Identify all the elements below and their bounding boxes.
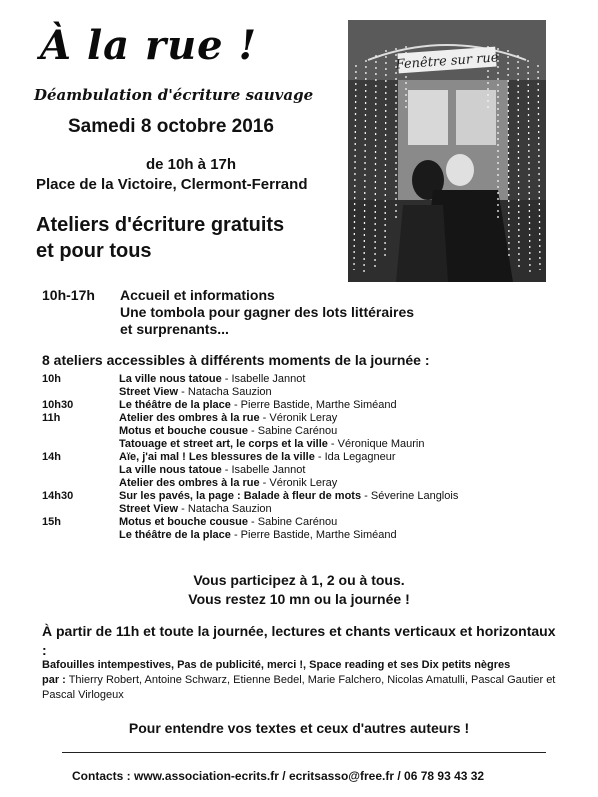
- atelier-time: 15h: [42, 516, 61, 528]
- atelier-time: 14h: [42, 451, 61, 463]
- atelier-host: - Natacha Sauzion: [178, 503, 272, 515]
- atelier-title: Tatouage et street art, le corps et la ville: [119, 438, 328, 450]
- atelier-title: La ville nous tatoue: [119, 373, 222, 385]
- event-photo-image: [348, 20, 546, 282]
- atelier-time: 10h30: [42, 399, 74, 411]
- event-hours: de 10h à 17h: [146, 156, 237, 173]
- event-date: Samedi 8 octobre 2016: [68, 116, 274, 137]
- readers-names: Thierry Robert, Antoine Schwarz, Etienne Bedel, Marie Falchero, Nicolas Amatulli, Pascal Gautier et Pascal Virlogeux: [42, 674, 556, 701]
- atelier-time: 10h: [42, 373, 61, 385]
- atelier-title: Le théâtre de la place: [119, 399, 231, 411]
- atelier-row: [42, 503, 562, 516]
- atelier-row: [42, 425, 562, 438]
- atelier-title: Le théâtre de la place: [119, 529, 231, 541]
- photo-sign-text: Fenêtre sur rue: [395, 50, 500, 73]
- atelier-row: [42, 529, 562, 542]
- atelier-title: Atelier des ombres à la rue: [119, 477, 260, 489]
- schedule-line-1: Accueil et informations: [120, 287, 275, 303]
- atelier-row: [42, 399, 562, 412]
- ateliers-list: [42, 373, 562, 542]
- schedule-line-2: Une tombola pour gagner des lots littéraires: [120, 304, 415, 320]
- atelier-title: Sur les pavés, la page : Balade à fleur de mots: [119, 490, 362, 502]
- atelier-time: 11h: [42, 412, 61, 424]
- atelier-time: 14h30: [42, 490, 74, 502]
- atelier-row: [42, 477, 562, 490]
- atelier-host: - Isabelle Jannot: [221, 464, 306, 476]
- contacts-line: Contacts : www.association-ecrits.fr / ecritsasso@free.fr / 06 78 93 43 32: [72, 769, 485, 783]
- schedule-line-3: et surprenants...: [120, 321, 229, 337]
- atelier-host: - Sabine Carénou: [247, 516, 338, 528]
- participation-line-1: Vous participez à 1, 2 ou à tous.: [193, 572, 405, 588]
- atelier-title: Atelier des ombres à la rue: [119, 412, 260, 424]
- atelier-title: La ville nous tatoue: [119, 464, 222, 476]
- atelier-host: - Ida Legagneur: [314, 451, 396, 463]
- readings-heading: À partir de 11h et toute la journée, lectures et chants verticaux et horizontaux :: [42, 623, 556, 658]
- atelier-row: [42, 490, 562, 503]
- atelier-host: - Véronik Leray: [259, 412, 338, 424]
- atelier-host: - Véronik Leray: [259, 477, 338, 489]
- atelier-row: [42, 412, 562, 425]
- atelier-host: - Pierre Bastide, Marthe Siméand: [230, 399, 397, 411]
- participation-line-2: Vous restez 10 mn ou la journée !: [188, 591, 410, 607]
- atelier-title: Street View: [119, 386, 179, 398]
- atelier-row: [42, 386, 562, 399]
- atelier-host: - Pierre Bastide, Marthe Siméand: [230, 529, 397, 541]
- readers-prefix: par :: [42, 674, 66, 686]
- atelier-title: Aïe, j'ai mal ! Les blessures de la ville: [119, 451, 315, 463]
- atelier-row: [42, 373, 562, 386]
- atelier-host: - Séverine Langlois: [361, 490, 459, 502]
- poster-subtitle: Déambulation d'écriture sauvage: [34, 86, 314, 104]
- schedule-description: [120, 287, 414, 338]
- atelier-row: [42, 516, 562, 529]
- atelier-row: [42, 438, 562, 451]
- atelier-row: [42, 451, 562, 464]
- atelier-row: [42, 464, 562, 477]
- atelier-host: - Isabelle Jannot: [221, 373, 306, 385]
- atelier-title: Motus et bouche cousue: [119, 425, 248, 437]
- closing-line: Pour entendre vos textes et ceux d'autres auteurs !: [128, 720, 470, 736]
- poster-title: À la rue !: [40, 22, 258, 69]
- event-place: Place de la Victoire, Clermont-Ferrand: [36, 176, 308, 193]
- workshops-line-1: Ateliers d'écriture gratuits: [36, 214, 285, 236]
- workshops-headline: [36, 212, 284, 264]
- atelier-host: - Véronique Maurin: [327, 438, 425, 450]
- readings-list: Bafouilles intempestives, Pas de publicité, merci !, Space reading et ses Dix petits nègres: [42, 659, 511, 671]
- atelier-host: - Natacha Sauzion: [178, 386, 272, 398]
- atelier-host: - Sabine Carénou: [247, 425, 338, 437]
- ateliers-heading: 8 ateliers accessibles à différents moments de la journée :: [42, 352, 430, 368]
- event-photo: [348, 20, 546, 282]
- atelier-title: Motus et bouche cousue: [119, 516, 248, 528]
- schedule-time: 10h-17h: [42, 287, 95, 303]
- divider: [62, 752, 546, 753]
- workshops-line-2: et pour tous: [36, 240, 152, 262]
- readers-line: [42, 673, 562, 703]
- atelier-title: Street View: [119, 503, 179, 515]
